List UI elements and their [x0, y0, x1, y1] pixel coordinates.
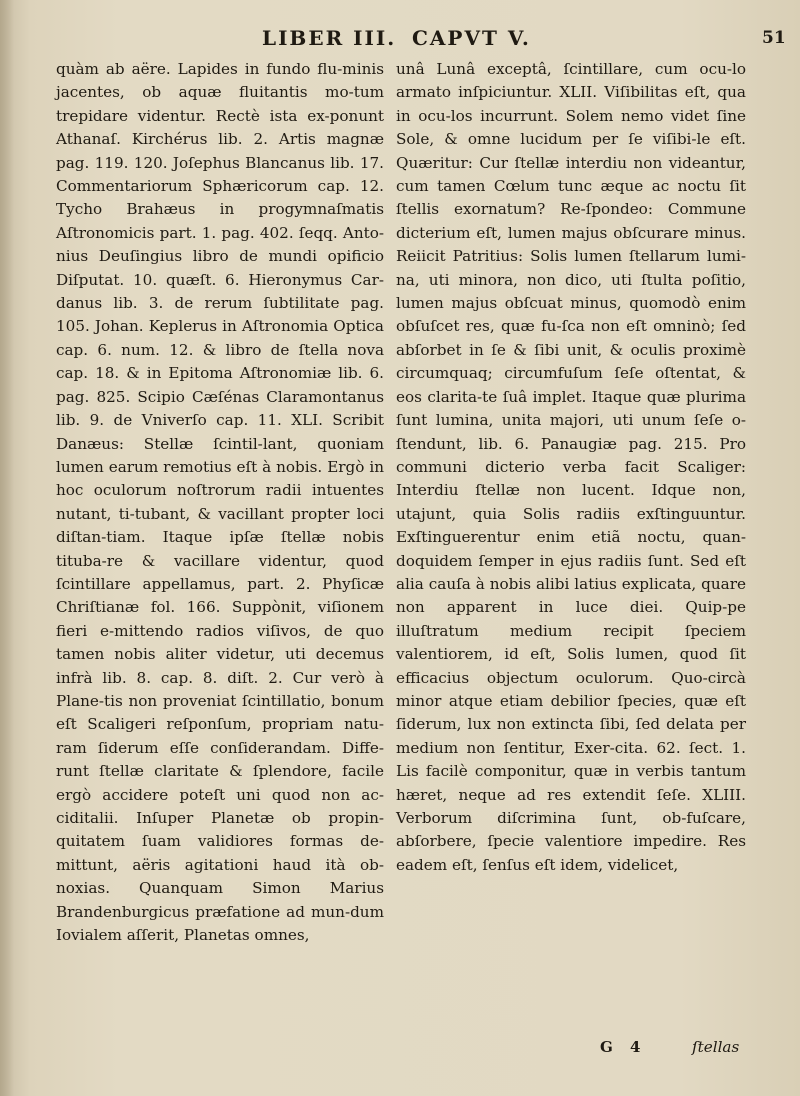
signature-mark: G 4	[600, 1038, 647, 1056]
page-number: 51	[762, 28, 786, 48]
left-column	[56, 58, 384, 947]
right-column-text: unâ Lunâ exceptâ, ſcintillare, cum ocu-lo armato inſpiciuntur. XLII. Viſibilitas eſt, qua in ocu-los incurrunt. Solem nemo videt ſine Sole, & omne lucidum per ſe viſibi-le eſt. Quæritur: Cur ſtellæ interdiu non videantur, cum tamen Cœlum tunc æque ac noctu ſit ſtellis exornatum? Re-ſpondeo: Commune dicterium eſt, lumen majus obſcurare minus. Reiicit Patritius: Solis lumen ſtellarum lumi-na, uti minora, non dico, uti ſtulta poſitio, lumen majus obſcuat minus, quomodò enim obſuſcet res, quæ fu-ſca non eſt omninò; ſed abſorbet in ſe & ſibi unit, & oculis proximè circumquaq; circumfuſum ſeſe oſtentat, & eos clarita-te ſuâ implet. Itaque quæ plurima ſunt lumina, unita majori, uti unum ſeſe o-ſtendunt, lib. 6. Panaugiæ pag. 215. Pro communi dicterio verba facit Scaliger: Interdiu ſtellæ non lucent. Idque non, utajunt, quia Solis radiis exſtinguuntur. Exſtinguerentur enim etiã noctu, quan-doquidem ſemper in ejus radiis ſunt. Sed eſt alia cauſa à nobis alibi latius explicata, quare non apparent in luce diei. Quip-pe illuſtratum medium recipit ſpeciem valentiorem, id eſt, Solis lumen, quod ſit efficacius objectum oculorum. Quo-circà minor atque etiam debilior ſpecies, quæ eſt ſiderum, lux non extincta ſibi, ſed delata per medium non ſentitur, Exer-cita. 62. ſect. 1. Lis facilè componitur, quæ in verbis tantum hæret, neque ad res extendit ſeſe. XLIII. Verborum diſcrimina ſunt, ob-fuſcare, abſorbere, ſpecie valentiore impedire. Res eadem eſt, ſenſus eſt idem, videlicet,	[396, 60, 746, 874]
header-chapter: CAPVT V.	[412, 26, 531, 50]
catchword: ſtellas	[692, 1038, 740, 1056]
running-header	[0, 26, 800, 56]
left-column-text: quàm ab aëre. Lapides in fundo flu-minis jacentes, ob aquæ fluitantis mo-tum trepidare videntur. Rectè ista ex-ponunt Athanaſ. Kirchérus lib. 2. Artis magnæ pag. 119. 120. Joſephus Blancanus lib. 17. Commentariorum Sphæricorum cap. 12. Tycho Brahæus in progymnaſmatis Aſtronomicis part. 1. pag. 402. ſeqq. Anto-nius Deuſingius libro de mundi opificio Diſputat. 10. quæſt. 6. Hieronymus Car-danus lib. 3. de rerum ſubtilitate pag. 105. Johan. Keplerus in Aſtronomia Optica cap. 6. num. 12. & libro de ſtella nova cap. 18. & in Epitoma Aſtronomiæ lib. 6. pag. 825. Scipio Cæſénas Claramontanus lib. 9. de Vniverſo cap. 11. XLI. Scribit Danæus: Stellæ ſcintil-lant, quoniam lumen earum remotius eſt à nobis. Ergò in hoc oculorum noſtrorum radii intuentes nutant, ti-tubant, & vacillant propter loci diſtan-tiam. Itaque ipſæ ſtellæ nobis tituba-re & vacillare videntur, quod ſcintillare appellamus, part. 2. Phyſicæ Chriſtianæ fol. 166. Suppònit, viſionem fieri e-mittendo radios viſivos, de quo tamen nobis aliter videtur, uti decemus infrà lib. 8. cap. 8. diſt. 2. Cur verò à Plane-tis non proveniat ſcintillatio, bonum eſt Scaligeri reſponſum, propriam natu-ram ſiderum eſſe conſiderandam. Diffe-runt ſtellæ claritate & ſplendore, facile ergò accidere poteſt uni quod non ac-ciditalii. Inſuper Planetæ ob propin-quitatem ſuam validiores formas de-mittunt, aëris agitationi haud ità ob-noxias. Quanquam Simon Marius Brandenburgicus præfatione ad mun-dum Iovialem aſſerit, Planetas omnes,	[56, 60, 384, 945]
binding-shadow	[0, 0, 14, 1096]
header-book: LIBER III.	[262, 26, 397, 50]
right-column	[396, 58, 746, 877]
